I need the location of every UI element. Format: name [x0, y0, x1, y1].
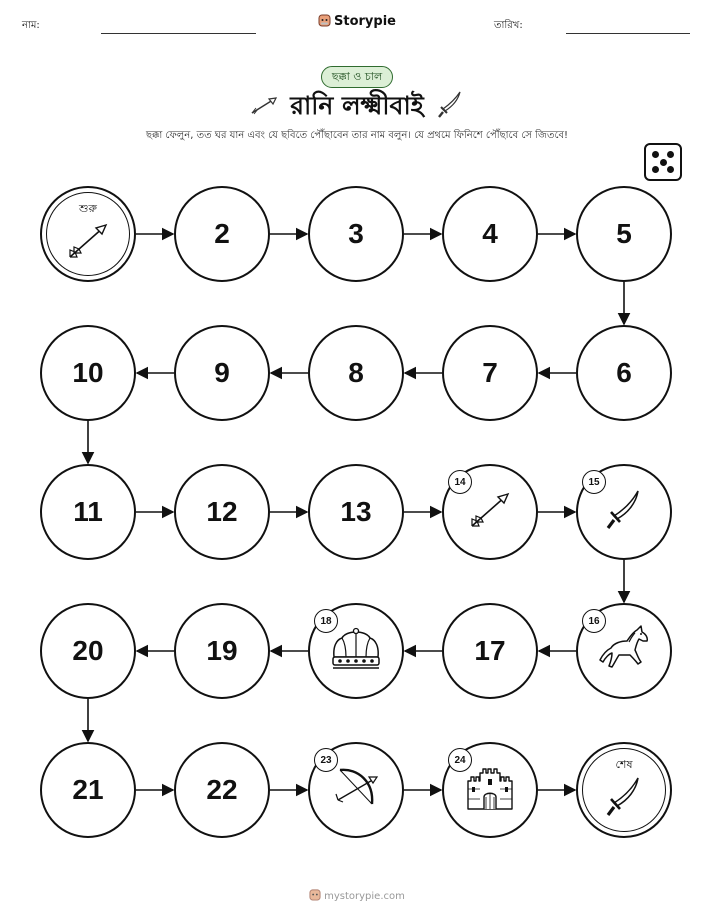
board-space-15 — [576, 464, 672, 560]
board-space-23 — [308, 742, 404, 838]
space-number-badge: 16 — [582, 609, 606, 633]
space-number: 6 — [616, 357, 632, 388]
footer — [0, 888, 714, 902]
start-label: শুরু — [79, 202, 97, 215]
finish-label: শেষ — [615, 758, 633, 771]
space-number: 4 — [482, 218, 498, 249]
board-space-5 — [576, 186, 672, 282]
footer-url: mystorypie.com — [324, 891, 405, 902]
space-number: 10 — [72, 357, 104, 388]
storypie-footer-logo-icon — [309, 888, 321, 901]
space-number-badge: 23 — [314, 748, 338, 772]
space-number: 19 — [206, 635, 238, 666]
space-number: 11 — [73, 496, 103, 527]
space-number-badge: 24 — [448, 748, 472, 772]
space-number-badge: 15 — [582, 470, 606, 494]
arrow-icon — [468, 490, 512, 534]
space-number: 9 — [214, 357, 230, 388]
space-number: 13 — [340, 496, 372, 527]
start-space — [40, 186, 136, 282]
space-number-badge: 18 — [314, 609, 338, 633]
crown-icon — [328, 627, 384, 675]
page-title: রানি লক্ষ্মীবাই — [290, 91, 424, 120]
sword-icon — [604, 775, 644, 823]
board-space-18 — [308, 603, 404, 699]
space-number: 12 — [206, 496, 238, 527]
name-label: নাম: — [22, 20, 40, 31]
space-number: 5 — [616, 218, 632, 249]
space-number: 8 — [348, 357, 364, 388]
instructions: ছক্কা ফেলুন, তত ঘর যান এবং যে ছবিতে পৌঁছাবেন তার নাম বলুন। যে প্রথমে ফিনিশে পৌঁছাবে সে জিতবে! — [145, 130, 569, 141]
castle-icon — [464, 765, 516, 815]
board-space-14 — [442, 464, 538, 560]
space-number: 20 — [72, 635, 104, 666]
board-space-10 — [40, 325, 136, 421]
board-space-19 — [174, 603, 270, 699]
board-space-6 — [576, 325, 672, 421]
bow-icon — [332, 764, 380, 816]
space-number: 3 — [348, 218, 364, 249]
board-space-8 — [308, 325, 404, 421]
board-space-3 — [308, 186, 404, 282]
brand-name: Storypie — [334, 14, 396, 29]
board-space-21 — [40, 742, 136, 838]
board-space-22 — [174, 742, 270, 838]
horse-icon — [597, 624, 651, 678]
board-space-7 — [442, 325, 538, 421]
board-space-4 — [442, 186, 538, 282]
board-space-17 — [442, 603, 538, 699]
space-number: 2 — [214, 218, 230, 249]
space-number: 21 — [72, 774, 104, 805]
finish-space — [576, 742, 672, 838]
board-space-2 — [174, 186, 270, 282]
game-tag: ছক্কা ও চাল — [321, 66, 393, 88]
date-label: তারিখ: — [494, 20, 523, 31]
space-number: 22 — [206, 774, 238, 805]
board-space-11 — [40, 464, 136, 560]
board-space-12 — [174, 464, 270, 560]
arrow-icon — [66, 221, 110, 265]
space-number: 7 — [482, 357, 498, 388]
board-space-13 — [308, 464, 404, 560]
space-number-badge: 14 — [448, 470, 472, 494]
board-space-16 — [576, 603, 672, 699]
board-space-9 — [174, 325, 270, 421]
space-number: 17 — [474, 635, 506, 666]
sword-icon — [604, 488, 644, 536]
board-space-24 — [442, 742, 538, 838]
board-space-20 — [40, 603, 136, 699]
